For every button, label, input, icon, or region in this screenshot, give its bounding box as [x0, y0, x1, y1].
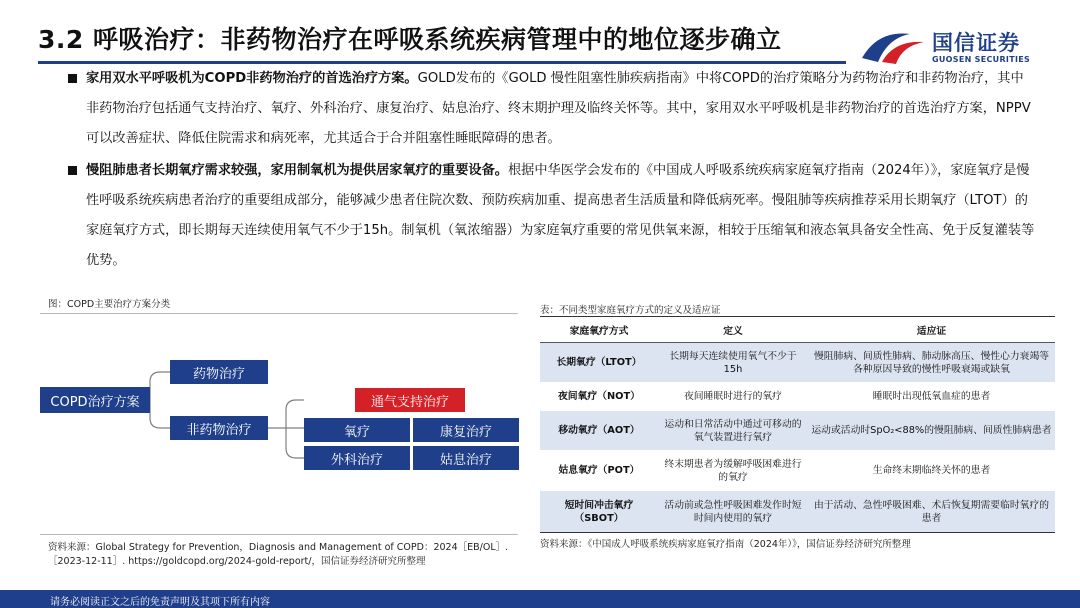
table-cell-type: 夜间氧疗（NOT）: [540, 383, 658, 411]
table-cell-type: 姑息氧疗（POT）: [540, 451, 658, 491]
node-drug-therapy: 药物治疗: [170, 360, 268, 384]
footer-bar: [0, 590, 1080, 608]
table-cell-type: 移动氧疗（AOT）: [540, 411, 658, 451]
table-cell-indication: 生命终末期临终关怀的患者: [808, 451, 1055, 491]
table-row: [540, 411, 1055, 451]
logo-english-name: GUOSEN SECURITIES: [932, 55, 1031, 64]
table-row: [540, 451, 1055, 491]
logo-chinese-name: 国信证券: [932, 31, 1020, 55]
table-cell-definition: 活动前或急性呼吸困难发作时短时间内使用的氧疗: [658, 491, 808, 533]
bullet-1-text: GOLD发布的《GOLD 慢性阻塞性肺疾病指南》中将COPD的治疗策略分为药物治疗和非药物治疗，其中非药物治疗包括通气支持治疗、氧疗、外科治疗、康复治疗、姑息治疗、终末期护理及临终关怀等。其中，家用双水平呼吸机是非药物治疗的首选治疗方案，NPPV可以改善症状、降低住院需求和病死率，尤其适合于合并阻塞性睡眠障碍的患者。: [86, 71, 1031, 146]
table-row: [540, 383, 1055, 411]
oxygen-therapy-table: [540, 316, 1055, 533]
table-header: 定义: [658, 317, 808, 343]
table-cell-indication: 睡眠时出现低氧血症的患者: [808, 383, 1055, 411]
table-source: 资料来源：《中国成人呼吸系统疾病家庭氧疗指南（2024年）》，国信证券经济研究所整理: [540, 539, 911, 550]
node-copd-treatment: COPD治疗方案: [40, 387, 150, 413]
table-cell-definition: 夜间睡眠时进行的氧疗: [658, 383, 808, 411]
figure-bottom-rule: [40, 534, 518, 535]
table-row: [540, 343, 1055, 383]
page-title: 3.2 呼吸治疗：非药物治疗在呼吸系统疾病管理中的地位逐步确立: [38, 25, 782, 54]
node-rehab-therapy: 康复治疗: [413, 418, 519, 442]
figure-caption: 图：COPD主要治疗方案分类: [48, 299, 171, 310]
footer-disclaimer: 请务必阅读正文之后的免责声明及其项下所有内容: [50, 597, 270, 608]
table-row: [540, 491, 1055, 533]
table-cell-indication: 由于活动、急性呼吸困难、术后恢复期需要临时氧疗的患者: [808, 491, 1055, 533]
bullet-1-heading: 家用双水平呼吸机为COPD非药物治疗的首选治疗方案。: [86, 71, 418, 86]
node-surgical-therapy: 外科治疗: [304, 446, 410, 470]
table-cell-definition: 长期每天连续使用氧气不少于15h: [658, 343, 808, 383]
table-cell-indication: 运动或活动时SpO₂<88%的慢阻肺病、间质性肺病患者: [808, 411, 1055, 451]
table-cell-indication: 慢阻肺病、间质性肺病、肺动脉高压、慢性心力衰竭等各种原因导致的慢性呼吸衰竭或缺氧: [808, 343, 1055, 383]
table-cell-definition: 运动和日常活动中通过可移动的氧气装置进行氧疗: [658, 411, 808, 451]
table-header: 家庭氧疗方式: [540, 317, 658, 343]
table-header: 适应证: [808, 317, 1055, 343]
table-caption: 表：不同类型家庭氧疗方式的定义及适应证: [540, 305, 721, 316]
figure-source: 资料来源：Global Strategy for Prevention，Diagnosis and Management of COPD：2024［EB/OL］.［2023-12-11］. https://goldcopd.org/2024-gold-report/，国信证券经济研究所整理: [48, 542, 509, 567]
table-header-row: [540, 317, 1055, 343]
node-ventilation-support: 通气支持治疗: [355, 388, 465, 412]
node-non-drug-therapy: 非药物治疗: [170, 416, 268, 440]
node-oxygen-therapy: 氧疗: [304, 418, 410, 442]
bullet-2-text: 根据中华医学会发布的《中国成人呼吸系统疾病家庭氧疗指南（2024年）》，家庭氧疗是慢性呼吸系统疾病患者治疗的重要组成部分，能够减少患者住院次数、预防疾病加重、提高患者生活质量和降低病死率。慢阻肺等疾病推荐采用长期氧疗（LTOT）的家庭氧疗方式，即长期每天连续使用氧气不少于15h。制氧机（氧浓缩器）为家庭氧疗重要的常见供氧来源，相较于压缩氧和液态氧具备安全性高、免于反复灌装等优势。: [86, 163, 1035, 268]
table-cell-type: 长期氧疗（LTOT）: [540, 343, 658, 383]
node-palliative-therapy: 姑息治疗: [413, 446, 519, 470]
table-cell-type: 短时间冲击氧疗（SBOT）: [540, 491, 658, 533]
table-cell-definition: 终末期患者为缓解呼吸困难进行的氧疗: [658, 451, 808, 491]
bullet-2-heading: 慢阻肺患者长期氧疗需求较强，家用制氧机为提供居家氧疗的重要设备。: [86, 163, 508, 178]
